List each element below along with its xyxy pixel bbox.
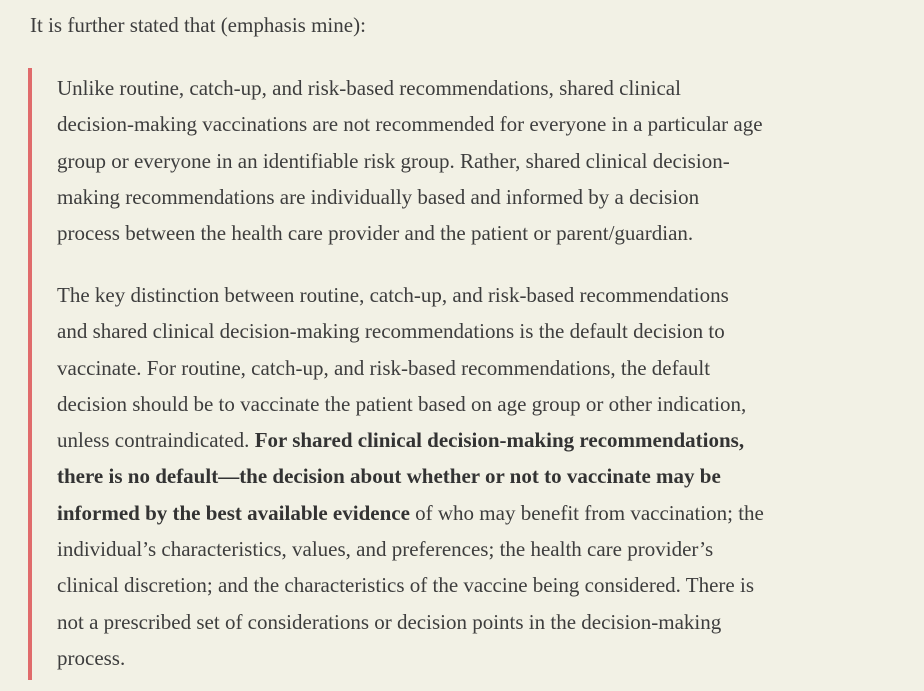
quote-line: decision should be to vaccinate the patient based on age group or other indication,: [57, 391, 747, 416]
quote-line: decision-making vaccinations are not recommended for everyone in a particular age: [57, 112, 763, 137]
quote-text: unless contraindicated.: [57, 428, 255, 453]
intro-text: It is further stated that (emphasis mine):: [30, 13, 366, 37]
emphasis-text: informed by the best available evidence: [57, 500, 410, 525]
quote-line: vaccinate. For routine, catch-up, and risk-based recommendations, the default: [57, 355, 711, 380]
quote-line: The key distinction between routine, catch-up, and risk-based recommendations: [57, 283, 729, 307]
emphasis-text: there is no default—the decision about whether or not to vaccinate may be: [57, 464, 721, 489]
blockquote: [28, 68, 924, 680]
quote-paragraph-1: [57, 70, 763, 251]
quote-line: [57, 495, 764, 531]
quote-line: [57, 422, 764, 458]
quote-line: and shared clinical decision-making recommendations is the default decision to: [57, 319, 725, 344]
quote-paragraph-2: [57, 277, 764, 676]
quote-text: of who may benefit from vaccination; the: [409, 500, 764, 525]
quote-line: process.: [57, 645, 126, 670]
quote-line: clinical discretion; and the characteristics of the vaccine being considered. There is: [57, 573, 754, 598]
quote-line: [57, 458, 764, 494]
quote-line: not a prescribed set of considerations or decision points in the decision-making: [57, 609, 722, 634]
quote-line: group or everyone in an identifiable risk group. Rather, shared clinical decision-: [57, 148, 730, 173]
quote-line: individual’s characteristics, values, and preferences; the health care provider’s: [57, 537, 714, 562]
quote-line: Unlike routine, catch-up, and risk-based recommendations, shared clinical: [57, 76, 681, 100]
quote-line: making recommendations are individually based and informed by a decision: [57, 184, 700, 209]
quote-line: process between the health care provider and the patient or parent/guardian.: [57, 221, 694, 246]
emphasis-text: For shared clinical decision-making recommendations,: [254, 428, 745, 453]
